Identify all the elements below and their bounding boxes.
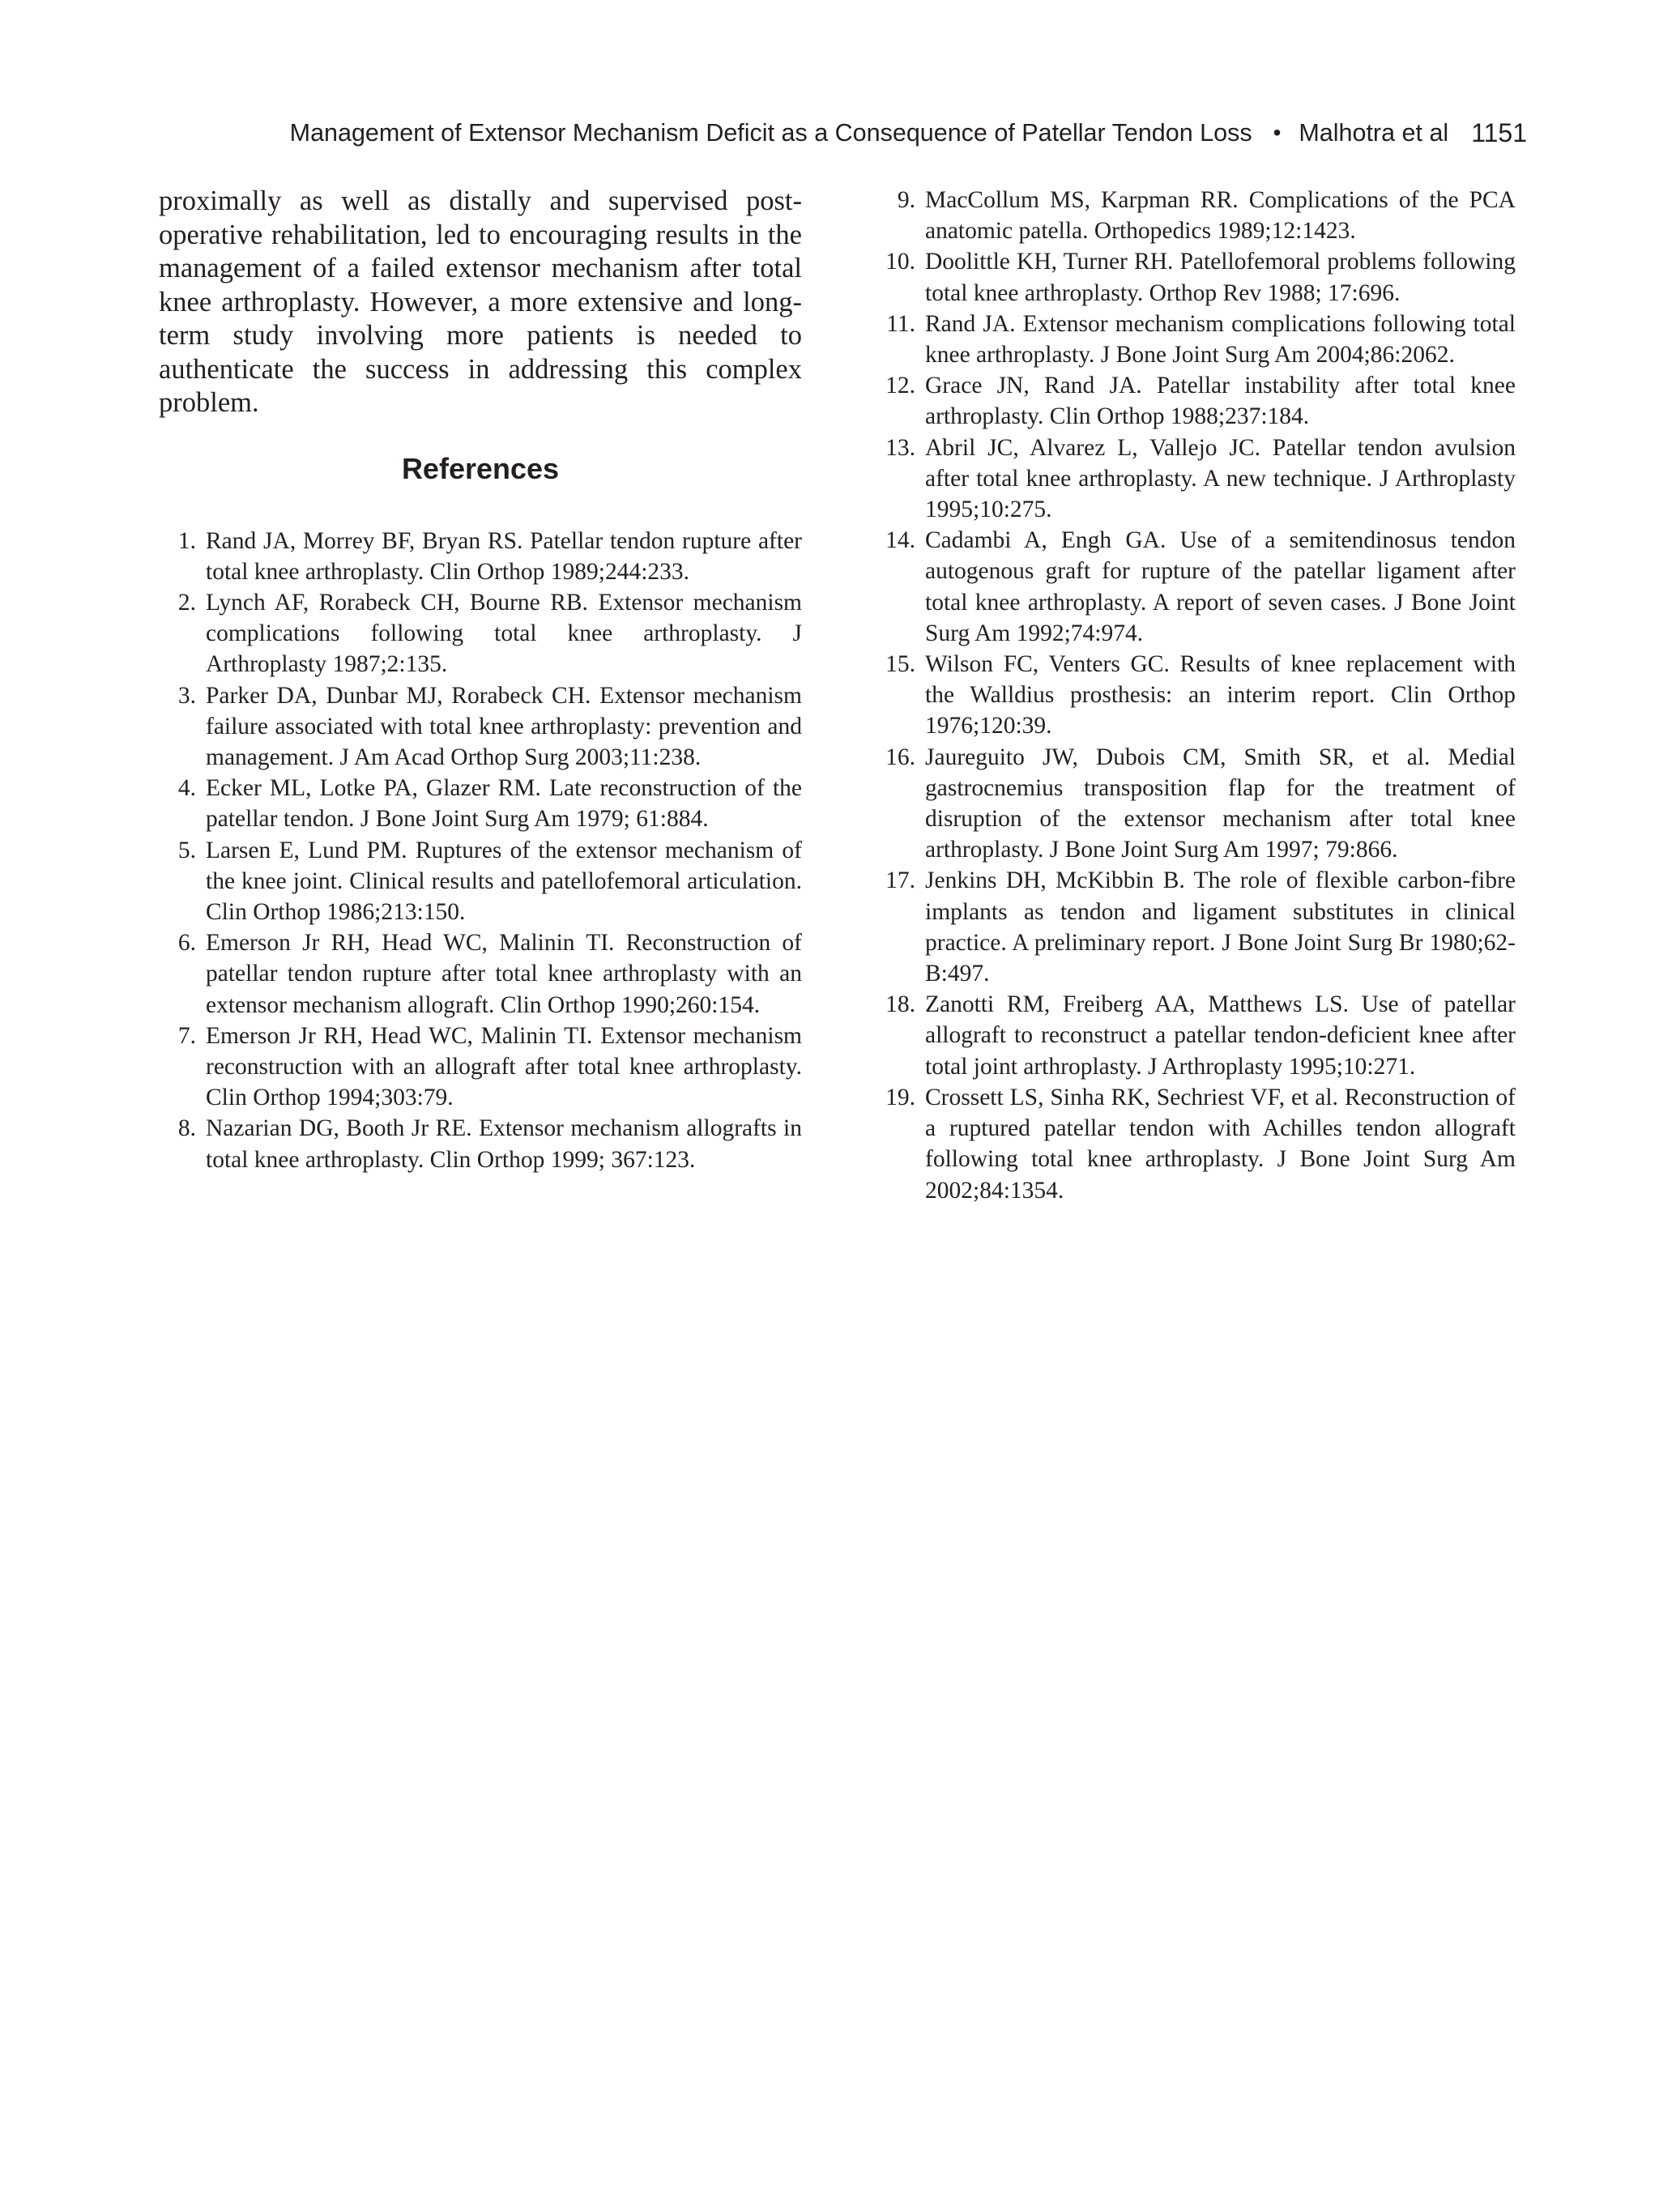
reference-item [874,309,1516,370]
reference-number: 14. [885,527,915,554]
reference-text: Rand JA, Morrey BF, Bryan RS. Patellar tendon rupture after total knee arthroplasty. Clin Orthop 1989;244:233. [206,527,802,585]
reference-number: 10. [885,249,915,275]
reference-item [874,1082,1516,1206]
reference-text: Wilson FC, Venters GC. Results of knee replacement with the Walldius prosthesis: an interim report. Clin Orthop 1976;120:39. [925,651,1516,739]
reference-list-right [874,185,1516,1206]
reference-text: MacCollum MS, Karpman RR. Complications of the PCA anatomic patella. Orthopedics 1989;12:1423. [925,187,1516,245]
reference-text: Crossett LS, Sinha RK, Sechriest VF, et al. Reconstruction of a ruptured patellar tendon with Achilles tendon allograft following total knee arthroplasty. J Bone Joint Surg Am 2002;84:1354. [925,1084,1516,1204]
reference-text: Jenkins DH, McKibbin B. The role of flexible carbon-fibre implants as tendon and ligament substitutes in clinical practice. A preliminary report. J Bone Joint Surg Br 1980;62-B:497. [925,867,1516,987]
reference-text: Nazarian DG, Booth Jr RE. Extensor mechanism allografts in total knee arthroplasty. Clin Orthop 1999; 367:123. [206,1115,802,1173]
reference-item [159,587,802,680]
running-head [203,115,1527,151]
reference-number: 3. [177,682,196,709]
reference-item [159,927,802,1021]
body-paragraph: proximally as well as distally and supervised post-operative rehabilitation, led to encouraging results in the management of a failed extensor mechanism after total knee arthroplasty. However, a more extensive and long-term study involving more patients is needed to authenticate the success in addressing this complex problem. [159,185,802,418]
reference-text: Parker DA, Dunbar MJ, Rorabeck CH. Extensor mechanism failure associated with total knee arthroplasty: prevention and management. J Am Acad Orthop Surg 2003;11:238. [206,682,802,770]
reference-item [874,525,1516,649]
reference-text: Doolittle KH, Turner RH. Patellofemoral problems following total knee arthroplasty. Orthop Rev 1988; 17:696. [925,249,1516,306]
reference-text: Jaureguito JW, Dubois CM, Smith SR, et al. Medial gastrocnemius transposition flap for the treatment of disruption of the extensor mechanism after total knee arthroplasty. J Bone Joint Surg Am 1997; 79:866. [925,744,1516,863]
reference-text: Zanotti RM, Freiberg AA, Matthews LS. Use of patellar allograft to reconstruct a patellar tendon-deficient knee after total joint arthroplasty. J Arthroplasty 1995;10:271. [925,991,1516,1080]
reference-text: Larsen E, Lund PM. Ruptures of the extensor mechanism of the knee joint. Clinical results and patellofemoral articulation. Clin Orthop 1986;213:150. [206,837,802,925]
reference-number: 13. [885,434,915,461]
page-number: 1151 [1471,118,1527,147]
reference-number: 11. [886,310,915,337]
reference-number: 18. [885,991,915,1018]
reference-number: 17. [885,867,915,894]
reference-item [874,433,1516,526]
reference-text: Ecker ML, Lotke PA, Glazer RM. Late reconstruction of the patellar tendon. J Bone Joint Surg Am 1979; 61:884. [206,775,802,833]
reference-item [874,185,1516,246]
reference-text: Grace JN, Rand JA. Patellar instability after total knee arthroplasty. Clin Orthop 1988;237:184. [925,373,1516,430]
reference-number: 15. [885,651,915,678]
reference-item [159,1113,802,1174]
left-column [159,185,802,1175]
reference-item [159,773,802,834]
reference-item [874,742,1516,866]
reference-number: 16. [885,744,915,770]
reference-item [874,989,1516,1082]
reference-item [874,865,1516,989]
reference-item [874,649,1516,742]
reference-item [159,1021,802,1114]
bullet-separator: • [1273,120,1282,145]
reference-text: Lynch AF, Rorabeck CH, Bourne RB. Extensor mechanism complications following total knee arthroplasty. J Arthroplasty 1987;2:135. [206,589,802,678]
reference-number: 9. [897,187,915,213]
reference-text: Emerson Jr RH, Head WC, Malinin TI. Reconstruction of patellar tendon rupture after total knee arthroplasty with an extensor mechanism allograft. Clin Orthop 1990;260:154. [206,930,802,1018]
reference-item [159,835,802,928]
reference-text: Abril JC, Alvarez L, Vallejo JC. Patellar tendon avulsion after total knee arthroplasty. A new technique. J Arthroplasty 1995;10:275. [925,434,1516,523]
reference-list-left [159,526,802,1175]
reference-item [874,246,1516,308]
reference-number: 8. [177,1115,196,1142]
running-authors: Malhotra et al [1299,119,1449,147]
reference-number: 7. [177,1022,196,1049]
reference-text: Emerson Jr RH, Head WC, Malinin TI. Extensor mechanism reconstruction with an allograft after total knee arthroplasty. Clin Orthop 1994;303:79. [206,1022,802,1111]
reference-number: 6. [177,930,196,957]
reference-item [159,680,802,774]
reference-item [159,526,802,587]
reference-number: 4. [177,775,196,802]
reference-number: 1. [177,527,196,554]
reference-number: 19. [885,1084,915,1110]
running-title: Management of Extensor Mechanism Deficit as a Consequence of Patellar Tendon Loss [289,119,1252,147]
reference-number: 12. [885,373,915,399]
right-column [874,185,1516,1206]
reference-number: 2. [177,589,196,616]
references-heading: References [401,451,560,485]
reference-item [874,370,1516,432]
reference-number: 5. [177,837,196,863]
reference-text: Cadambi A, Engh GA. Use of a semitendinosus tendon autogenous graft for rupture of the patellar ligament after total knee arthroplasty. A report of seven cases. J Bone Joint Surg Am 1992;74:974. [925,527,1516,646]
reference-text: Rand JA. Extensor mechanism complications following total knee arthroplasty. J Bone Joint Surg Am 2004;86:2062. [925,310,1516,369]
